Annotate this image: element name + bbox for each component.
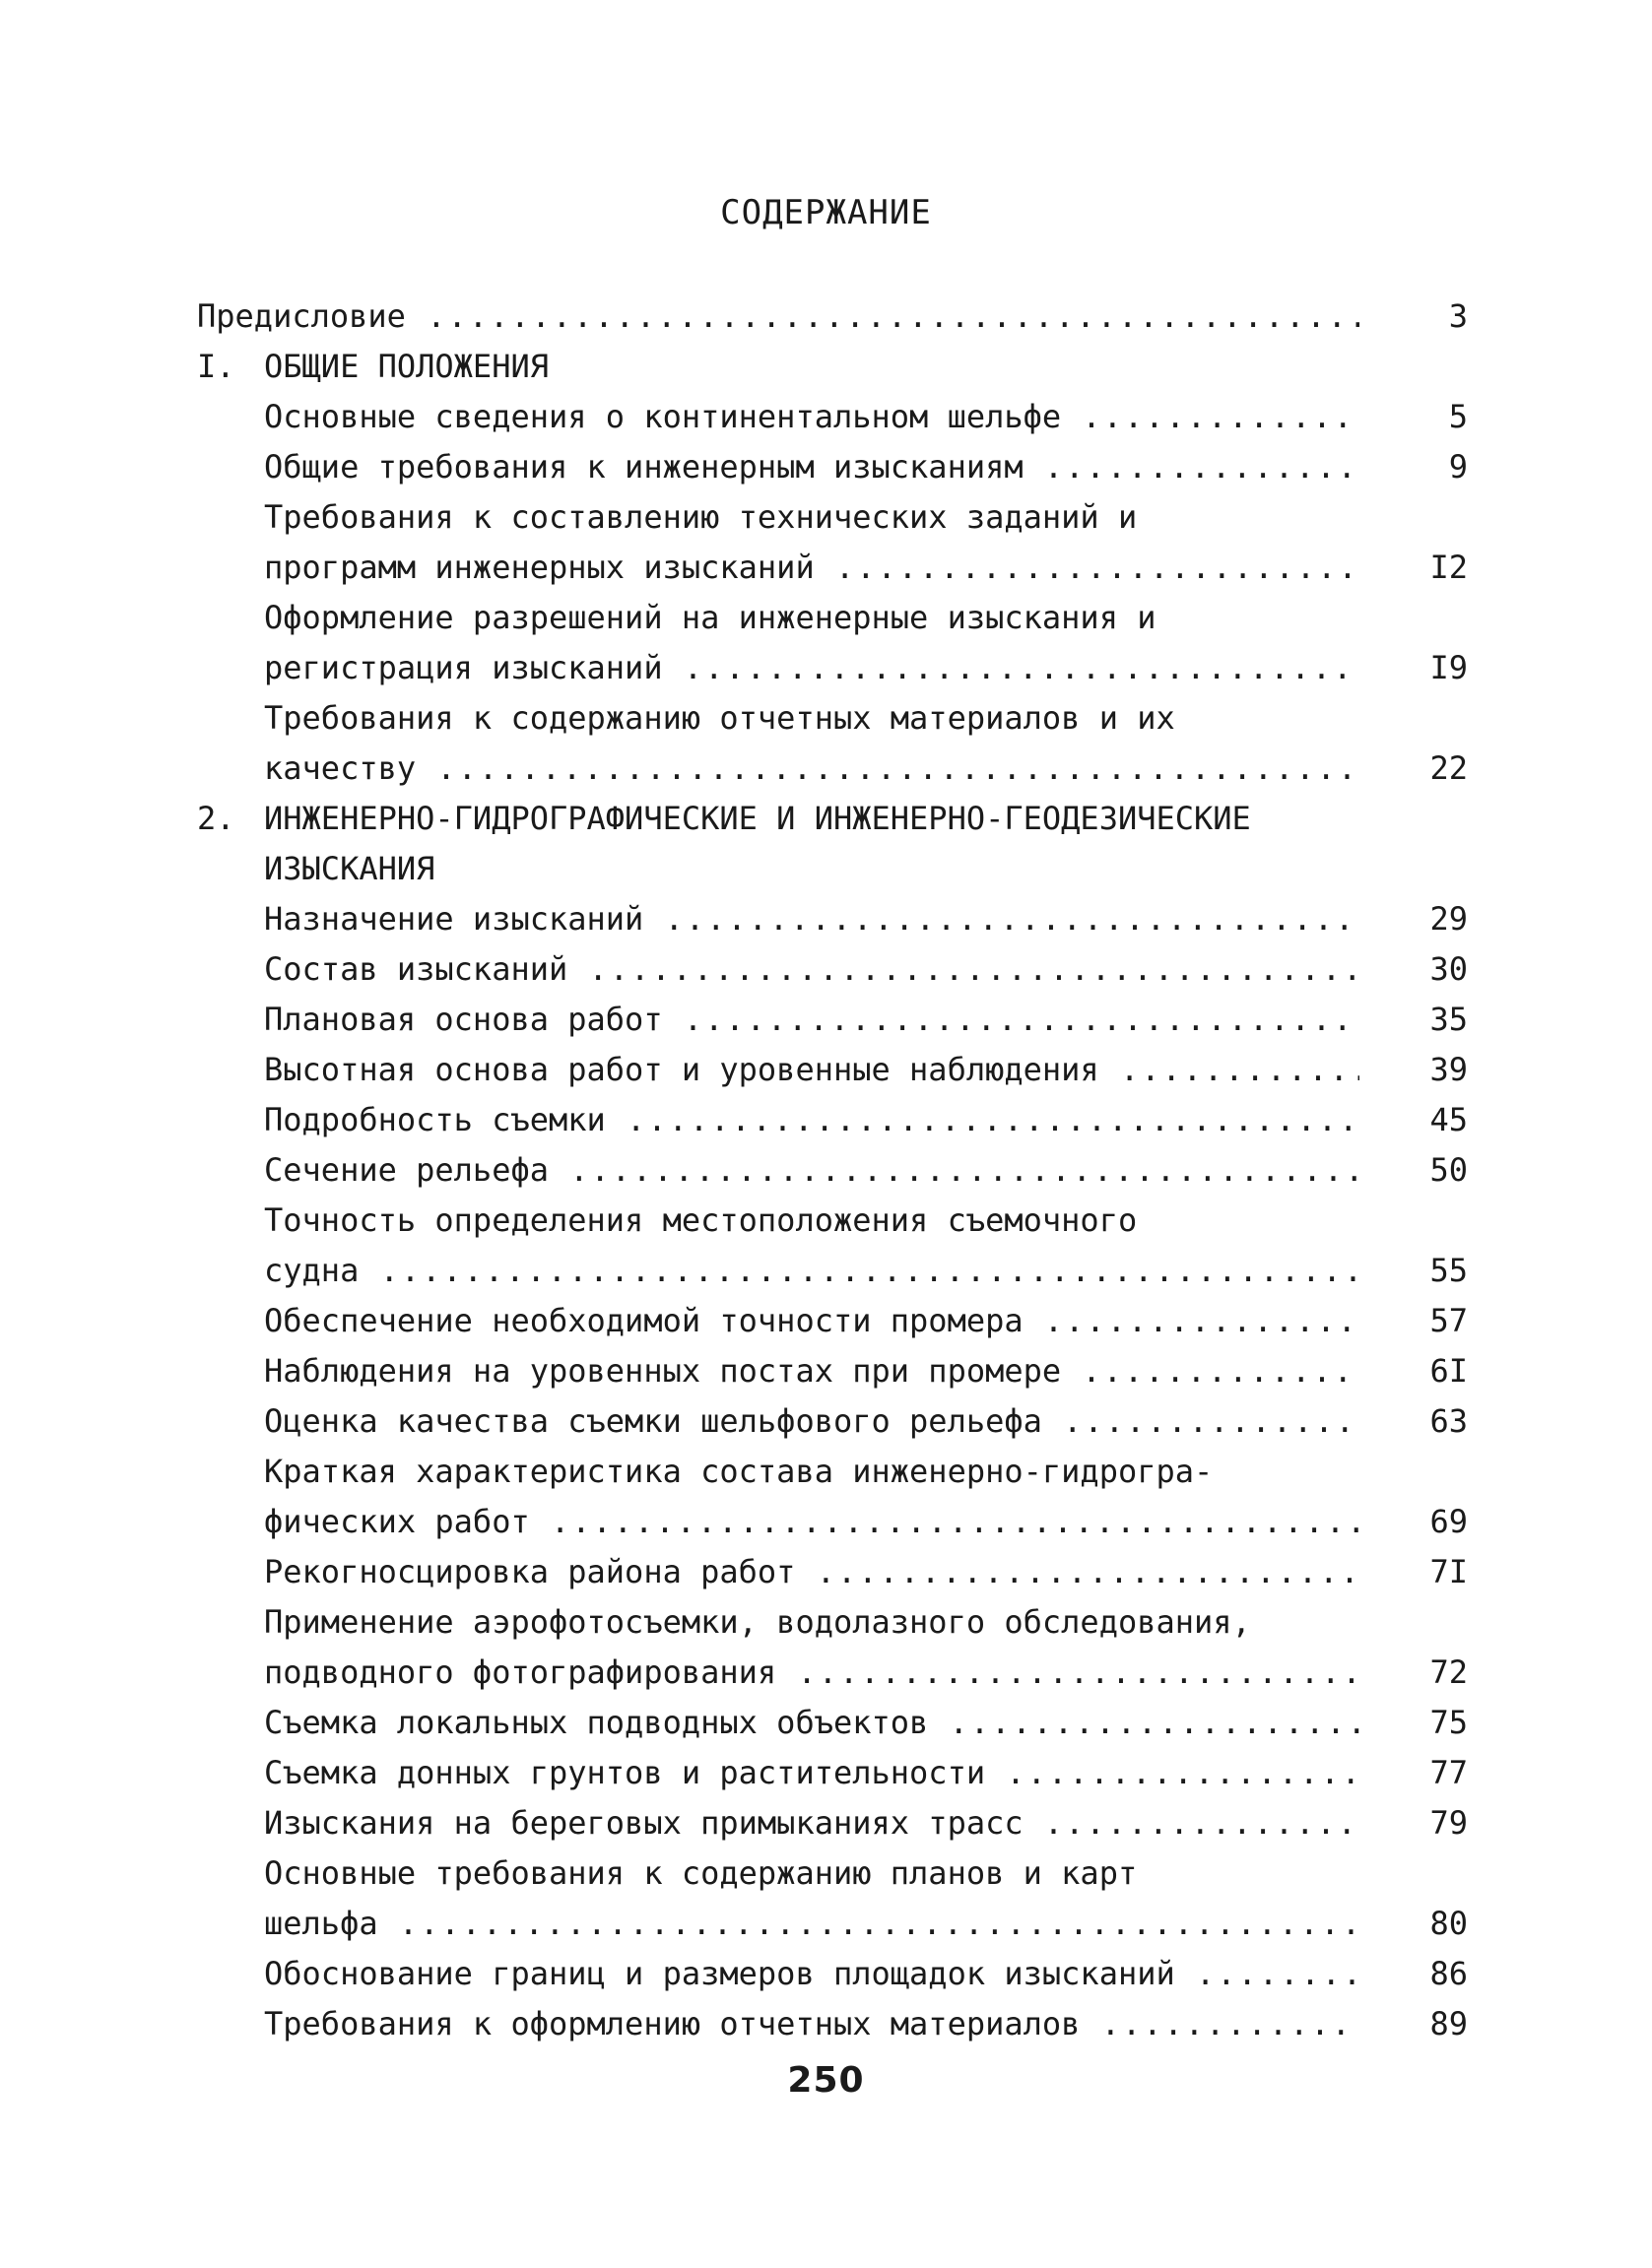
toc-entry xyxy=(197,1396,1468,1447)
toc-entry-page: 72 xyxy=(1429,1653,1468,1691)
toc-entry-title: шельфа ..... xyxy=(264,1899,1359,1949)
toc-entry-page: 39 xyxy=(1429,1051,1468,1088)
toc-entry-page: 9 xyxy=(1448,448,1468,486)
toc-entry xyxy=(197,1597,1468,1648)
toc-entry xyxy=(197,1547,1468,1597)
toc-entry xyxy=(197,1899,1468,1949)
section-number: 2. xyxy=(197,800,235,837)
toc-entry xyxy=(197,1949,1468,1999)
toc-entry-page: I2 xyxy=(1429,549,1468,586)
toc-entry-title: Рекогносцировка района работ ..... xyxy=(264,1547,1359,1597)
toc-entry-page: 75 xyxy=(1429,1704,1468,1741)
toc-entry xyxy=(197,392,1468,442)
toc-entry-page: 45 xyxy=(1429,1101,1468,1138)
toc-entry-title: Оформление разрешений на инженерные изыскания и xyxy=(264,599,1156,636)
toc-entry-title: Высотная основа работ и уровенные наблюдения ..... xyxy=(264,1045,1359,1095)
toc-entry-title: подводного фотографирования ..... xyxy=(264,1648,1359,1698)
toc-entry xyxy=(197,1698,1468,1748)
toc-entry-title: Оценка качества съемки шельфового рельефа ..... xyxy=(264,1396,1359,1447)
toc-entry-title: Требования к составлению технических заданий и xyxy=(264,498,1138,536)
section-heading: ОБЩИЕ ПОЛОЖЕНИЯ xyxy=(264,348,549,385)
toc-entry-title: Подробность съемки ..... xyxy=(264,1095,1359,1145)
toc-entry xyxy=(197,1447,1468,1497)
toc-entry-page: 7I xyxy=(1429,1553,1468,1590)
section-heading: ИНЖЕНЕРНО-ГИДРОГРАФИЧЕСКИЕ И ИНЖЕНЕРНО-ГЕОДЕЗИЧЕСКИЕ xyxy=(264,800,1251,837)
toc-entry xyxy=(197,894,1468,944)
toc-entry xyxy=(197,693,1468,744)
toc-entry-page: 6I xyxy=(1429,1352,1468,1390)
toc-entry xyxy=(197,1798,1468,1848)
toc-entry-page: 79 xyxy=(1429,1804,1468,1842)
toc-entry xyxy=(197,1748,1468,1798)
toc-entry xyxy=(197,1296,1468,1346)
toc-entry xyxy=(197,1999,1468,2049)
toc-entry-page: 5 xyxy=(1448,398,1468,435)
toc-entry-title: фических работ ..... xyxy=(264,1497,1359,1547)
toc-entry-title: регистрация изысканий ..... xyxy=(264,643,1359,693)
page-number: 250 xyxy=(787,2060,865,2101)
toc-entry xyxy=(197,593,1468,643)
toc-entry xyxy=(197,543,1468,593)
toc-entry xyxy=(197,643,1468,693)
toc-entry-title: Изыскания на береговых примыканиях трасс ..... xyxy=(264,1798,1359,1848)
toc-entry-title: Основные сведения о континентальном шельфе ..... xyxy=(264,392,1359,442)
toc-entry xyxy=(197,1196,1468,1246)
section-heading: ИЗЫСКАНИЯ xyxy=(264,850,435,887)
toc-entry-page: 3 xyxy=(1448,297,1468,335)
toc-entry xyxy=(197,794,1468,844)
toc-entry-title: Назначение изысканий ..... xyxy=(264,894,1359,944)
toc-entry-title: Применение аэрофотосъемки, водолазного обследования, xyxy=(264,1603,1251,1641)
toc-entry-page: I9 xyxy=(1429,649,1468,686)
toc-entry-title: Обоснование границ и размеров площадок изысканий ..... xyxy=(264,1949,1359,1999)
section-number: I. xyxy=(197,348,235,385)
toc-entry-title: Состав изысканий ..... xyxy=(264,944,1359,995)
toc-entry xyxy=(197,1246,1468,1296)
toc-entry-title: Съемка локальных подводных объектов ..... xyxy=(264,1698,1359,1748)
toc-entry xyxy=(197,1848,1468,1899)
toc-entry xyxy=(197,492,1468,543)
toc-entry-page: 55 xyxy=(1429,1252,1468,1289)
toc-entry-page: 22 xyxy=(1429,749,1468,787)
toc-entry-title: Плановая основа работ ..... xyxy=(264,995,1359,1045)
toc-entry xyxy=(197,1095,1468,1145)
toc-entry xyxy=(197,1497,1468,1547)
toc-entry xyxy=(197,1145,1468,1196)
toc-entry xyxy=(197,1346,1468,1396)
toc-entry-page: 35 xyxy=(1429,1001,1468,1038)
toc-entry-page: 69 xyxy=(1429,1503,1468,1540)
toc-entry-page: 29 xyxy=(1429,900,1468,938)
toc-entry-title: Основные требования к содержанию планов и карт xyxy=(264,1854,1138,1892)
page-title: СОДЕРЖАНИЕ xyxy=(720,193,932,232)
toc-entry xyxy=(197,944,1468,995)
toc-entry-page: 86 xyxy=(1429,1955,1468,1992)
toc-entry-title: Точность определения местоположения съемочного xyxy=(264,1201,1138,1239)
toc-entry-title: Обеспечение необходимой точности промера ..... xyxy=(264,1296,1359,1346)
toc-entry-page: 80 xyxy=(1429,1905,1468,1942)
toc-entry-page: 63 xyxy=(1429,1402,1468,1440)
toc-entry-title: Съемка донных грунтов и растительности ..... xyxy=(264,1748,1359,1798)
toc-entry-page: 77 xyxy=(1429,1754,1468,1791)
toc-entry-title: качеству ..... xyxy=(264,744,1359,794)
table-of-contents xyxy=(197,292,1468,2049)
toc-entry-title: Наблюдения на уровенных постах при промере ..... xyxy=(264,1346,1359,1396)
toc-entry-title: судна ..... xyxy=(264,1246,1359,1296)
toc-entry-page: 57 xyxy=(1429,1302,1468,1339)
toc-entry xyxy=(197,744,1468,794)
toc-entry-title: Общие требования к инженерным изысканиям ..... xyxy=(264,442,1359,492)
toc-entry xyxy=(197,844,1468,894)
toc-entry xyxy=(197,292,1468,342)
toc-entry-title: Сечение рельефа ..... xyxy=(264,1145,1359,1196)
toc-entry xyxy=(197,342,1468,392)
toc-entry xyxy=(197,995,1468,1045)
toc-entry-title: Требования к оформлению отчетных материалов ..... xyxy=(264,1999,1359,2049)
toc-entry-page: 30 xyxy=(1429,950,1468,988)
toc-entry xyxy=(197,442,1468,492)
toc-entry-title: Предисловие ..... xyxy=(197,292,1359,342)
toc-entry xyxy=(197,1648,1468,1698)
toc-entry-title: Краткая характеристика состава инженерно-гидрогра- xyxy=(264,1453,1214,1490)
toc-entry-title: программ инженерных изысканий ..... xyxy=(264,543,1359,593)
toc-entry xyxy=(197,1045,1468,1095)
toc-entry-page: 50 xyxy=(1429,1151,1468,1189)
toc-entry-title: Требования к содержанию отчетных материалов и их xyxy=(264,699,1175,737)
toc-entry-page: 89 xyxy=(1429,2005,1468,2042)
